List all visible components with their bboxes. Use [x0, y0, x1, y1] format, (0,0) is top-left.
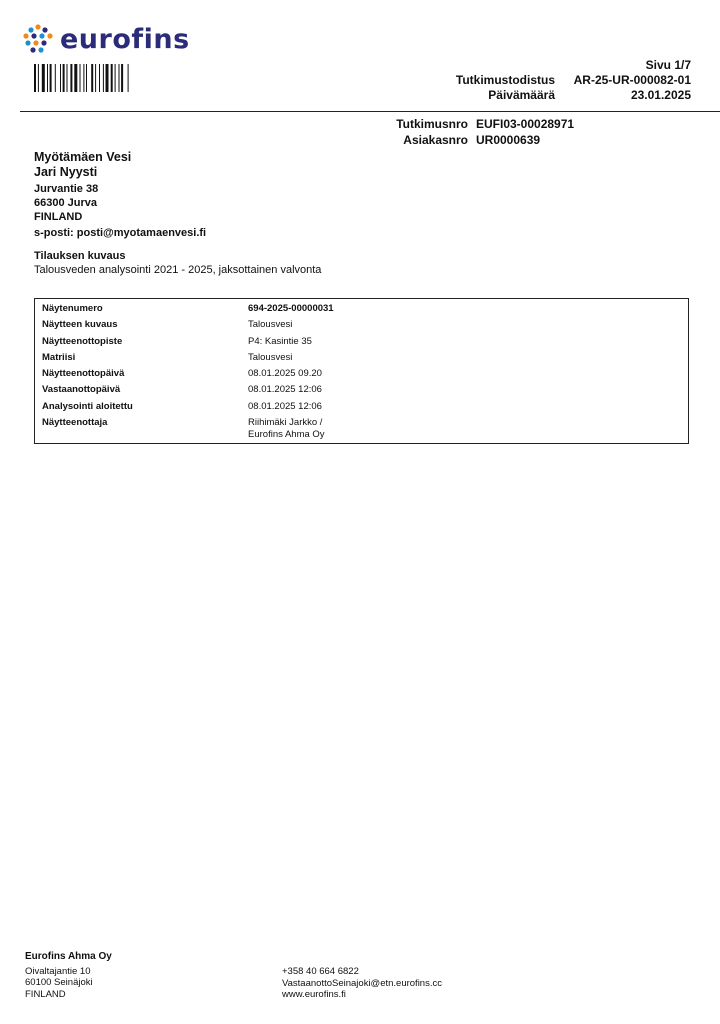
eurofins-dots-icon — [22, 24, 54, 54]
recipient-person: Jari Nyysti — [34, 165, 98, 179]
sample-row — [42, 352, 688, 364]
sample-label: Näytteenottaja — [42, 417, 108, 429]
sample-value: Talousvesi — [248, 351, 293, 363]
sample-row — [42, 384, 688, 396]
footer-address — [25, 951, 112, 1000]
footer-contact — [282, 966, 442, 1001]
sample-row — [42, 336, 688, 348]
order-text: Talousveden analysointi 2021 - 2025, jaksottainen valvonta — [34, 264, 322, 276]
footer-street: Oivaltajantie 10 — [25, 965, 91, 977]
sample-value: P4: Kasintie 35 — [248, 335, 312, 347]
sample-row — [42, 319, 688, 331]
sample-row — [42, 401, 688, 413]
sample-row — [42, 303, 688, 315]
sample-label: Näytteenottopiste — [42, 335, 123, 347]
study-number-value: EUFI03-00028971 — [476, 117, 575, 131]
order-description — [34, 249, 321, 277]
customer-number-value: UR0000639 — [476, 133, 541, 147]
sample-info-table — [34, 298, 689, 444]
footer-country: FINLAND — [25, 988, 66, 1000]
footer-city: 60100 Seinäjoki — [25, 977, 93, 988]
page-indicator: Sivu 1/7 — [645, 58, 691, 72]
id-block — [390, 116, 574, 148]
recipient-address — [34, 150, 206, 240]
sample-label: Näytteen kuvaus — [42, 319, 118, 331]
sample-value: 08.01.2025 12:06 — [248, 400, 322, 412]
sample-value: 08.01.2025 09.20 — [248, 368, 322, 380]
footer-web: www.eurofins.fi — [282, 989, 346, 1000]
recipient-street: Jurvantie 38 — [34, 183, 99, 195]
date-label: Päivämäärä — [488, 88, 555, 102]
sample-value: 08.01.2025 12:06 — [248, 384, 322, 396]
barcode-icon — [34, 64, 158, 92]
footer-email: VastaanottoSeinajoki@etn.eurofins.cc — [282, 977, 442, 989]
recipient-country: FINLAND — [34, 211, 83, 223]
sample-row — [42, 368, 688, 380]
header-divider — [20, 111, 720, 112]
customer-number-label: Asiakasnro — [403, 133, 468, 147]
date-value: 23.01.2025 — [630, 88, 691, 102]
sample-value: Talousvesi — [248, 319, 293, 331]
sample-label: Näytenumero — [42, 303, 103, 314]
sample-label: Vastaanottopäivä — [42, 384, 121, 396]
sample-value: Riihimäki Jarkko / Eurofins Ahma Oy — [248, 417, 325, 441]
sample-row — [42, 417, 688, 441]
sample-label: Näytteenottopäivä — [42, 368, 125, 380]
recipient-org: Myötämäen Vesi — [34, 150, 132, 164]
eurofins-logo — [22, 22, 190, 56]
report-label: Tutkimustodistus — [455, 73, 555, 87]
report-header — [456, 58, 691, 103]
order-title: Tilauksen kuvaus — [34, 250, 126, 262]
study-number-label: Tutkimusnro — [396, 117, 468, 131]
sample-label: Analysointi aloitettu — [42, 400, 133, 412]
report-number: AR-25-UR-000082-01 — [573, 73, 691, 87]
recipient-postal: 66300 Jurva — [34, 197, 97, 209]
recipient-email: s-posti: posti@myotamaenvesi.fi — [34, 227, 207, 239]
footer-phone: +358 40 664 6822 — [282, 966, 359, 977]
sample-value: 694-2025-00000031 — [248, 303, 334, 314]
sample-label: Matriisi — [42, 351, 76, 363]
logo-wordmark: eurofins — [60, 23, 190, 55]
footer-company: Eurofins Ahma Oy — [25, 951, 112, 962]
